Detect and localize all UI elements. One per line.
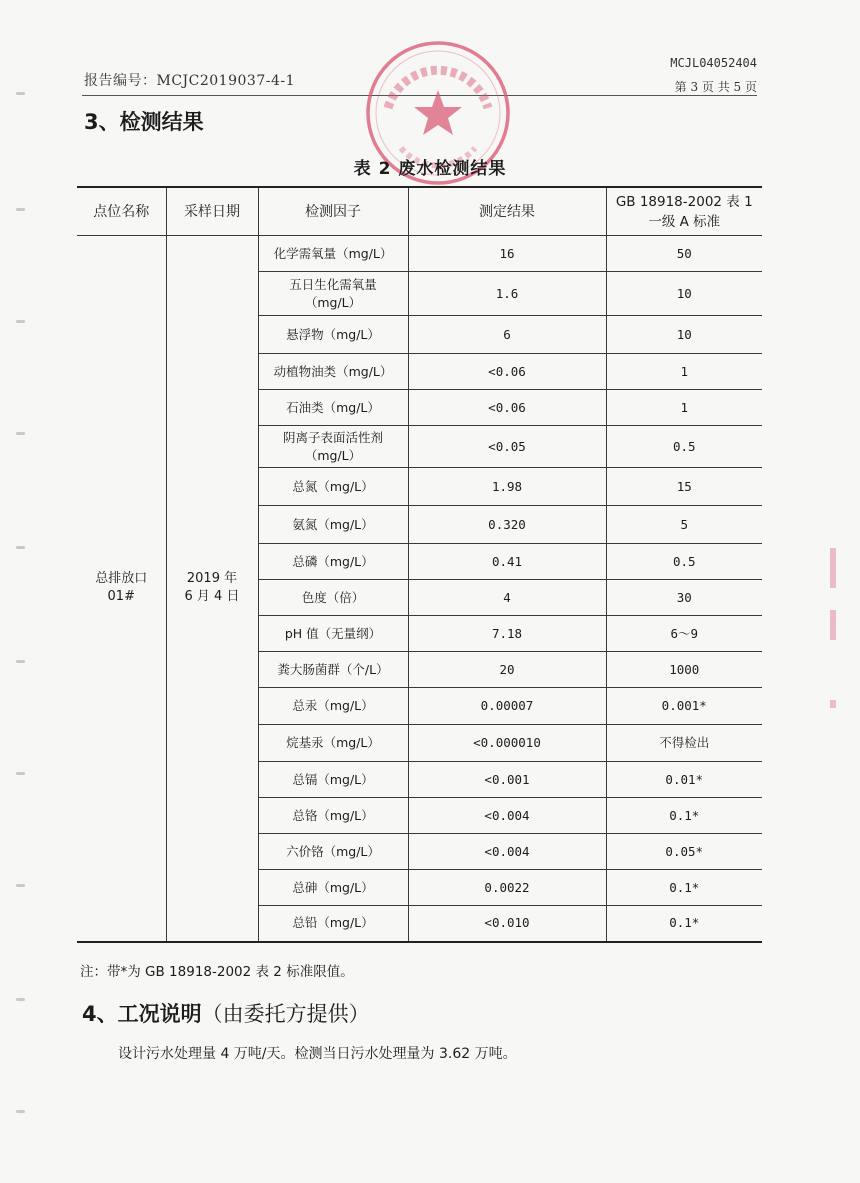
factor-unit: （mg/L）	[304, 447, 362, 463]
factor-cell: 烷基汞（mg/L）	[258, 725, 408, 762]
date-cell	[166, 236, 258, 942]
header-standard-line1: GB 18918-2002 表 1	[615, 193, 753, 210]
results-table	[77, 186, 762, 943]
factor-cell: 悬浮物（mg/L）	[258, 316, 408, 354]
factor-cell: 动植物油类（mg/L）	[258, 354, 408, 390]
header-factor: 检测因子	[258, 187, 408, 236]
factor-line: 五日生化需氧量	[289, 276, 377, 292]
factor-cell: 粪大肠菌群（个/L）	[258, 652, 408, 688]
result-cell: 0.00007	[408, 688, 606, 725]
table-header-row	[77, 187, 762, 236]
operating-conditions-text: 设计污水处理量 4 万吨/天。检测当日污水处理量为 3.62 万吨。	[118, 1046, 517, 1062]
date-year: 2019 年	[186, 571, 238, 587]
result-cell: 1.6	[408, 272, 606, 316]
standard-cell: 15	[606, 468, 762, 506]
result-cell: 6	[408, 316, 606, 354]
header-result: 测定结果	[408, 187, 606, 236]
section-title	[82, 998, 370, 1028]
factor-cell: 化学需氧量（mg/L）	[258, 236, 408, 272]
location-name: 总排放口	[95, 571, 148, 587]
margin-mark	[16, 432, 25, 435]
result-cell: <0.000010	[408, 725, 606, 762]
result-cell: 4	[408, 580, 606, 616]
standard-cell: 0.001*	[606, 688, 762, 725]
result-cell: 20	[408, 652, 606, 688]
standard-cell: 30	[606, 580, 762, 616]
factor-cell: 总铬（mg/L）	[258, 798, 408, 834]
factor-cell: pH 值（无量纲）	[258, 616, 408, 652]
date-day: 6 月 4 日	[184, 589, 240, 605]
form-code: MCJL04052404	[670, 56, 757, 70]
result-cell: <0.010	[408, 906, 606, 942]
factor-line: 阴离子表面活性剂	[282, 429, 383, 445]
result-cell: 0.320	[408, 506, 606, 544]
table-row	[77, 236, 762, 272]
page-info: 第 3 页 共 5 页	[674, 80, 757, 94]
margin-mark	[16, 660, 25, 663]
result-cell: <0.06	[408, 390, 606, 426]
result-cell: <0.001	[408, 762, 606, 798]
factor-cell: 总磷（mg/L）	[258, 544, 408, 580]
factor-cell: 氨氮（mg/L）	[258, 506, 408, 544]
result-cell: <0.05	[408, 426, 606, 468]
standard-cell: 10	[606, 316, 762, 354]
factor-cell	[258, 272, 408, 316]
standard-cell: 0.1*	[606, 870, 762, 906]
seal-edge-mark	[830, 610, 836, 640]
result-cell: 0.41	[408, 544, 606, 580]
result-cell: 7.18	[408, 616, 606, 652]
margin-mark	[16, 998, 25, 1001]
standard-cell: 6～9	[606, 616, 762, 652]
report-number: 报告编号：MCJC2019037-4-1	[84, 73, 295, 89]
result-cell: 0.0022	[408, 870, 606, 906]
result-cell: 16	[408, 236, 606, 272]
factor-cell: 石油类（mg/L）	[258, 390, 408, 426]
section-title: 3、检测结果	[84, 110, 204, 134]
section4-subtitle: （由委托方提供）	[201, 1002, 370, 1026]
standard-cell: 0.01*	[606, 762, 762, 798]
factor-cell: 总汞（mg/L）	[258, 688, 408, 725]
section4-title: 4、工况说明	[82, 1002, 202, 1026]
header-standard	[606, 187, 762, 236]
standard-cell: 50	[606, 236, 762, 272]
result-cell: <0.004	[408, 798, 606, 834]
factor-cell: 色度（倍）	[258, 580, 408, 616]
factor-cell: 总氮（mg/L）	[258, 468, 408, 506]
factor-cell: 总砷（mg/L）	[258, 870, 408, 906]
margin-mark	[16, 772, 25, 775]
seal-edge-mark	[830, 700, 836, 708]
standard-cell: 1000	[606, 652, 762, 688]
standard-cell: 0.1*	[606, 906, 762, 942]
header-date: 采样日期	[166, 187, 258, 236]
standard-cell: 0.5	[606, 544, 762, 580]
table-note: 注：带*为 GB 18918-2002 表 2 标准限值。	[80, 964, 354, 980]
seal-edge-mark	[830, 548, 836, 588]
standard-cell: 1	[606, 390, 762, 426]
result-cell: <0.06	[408, 354, 606, 390]
standard-cell: 5	[606, 506, 762, 544]
standard-cell: 不得检出	[606, 725, 762, 762]
standard-cell: 10	[606, 272, 762, 316]
header-location: 点位名称	[77, 187, 166, 236]
standard-cell: 1	[606, 354, 762, 390]
header-standard-line2: 一级 A 标准	[648, 213, 721, 230]
margin-mark	[16, 546, 25, 549]
factor-cell: 总铅（mg/L）	[258, 906, 408, 942]
margin-mark	[16, 884, 25, 887]
location-code: 01#	[107, 589, 135, 605]
table-title: 表 2 废水检测结果	[353, 159, 507, 179]
margin-mark	[16, 208, 25, 211]
margin-mark	[16, 1110, 25, 1113]
standard-cell: 0.5	[606, 426, 762, 468]
factor-unit: （mg/L）	[304, 294, 362, 310]
location-cell	[77, 236, 166, 942]
standard-cell: 0.1*	[606, 798, 762, 834]
margin-mark	[16, 92, 25, 95]
factor-cell: 六价铬（mg/L）	[258, 834, 408, 870]
factor-cell: 总镉（mg/L）	[258, 762, 408, 798]
result-cell: <0.004	[408, 834, 606, 870]
margin-mark	[16, 320, 25, 323]
standard-cell: 0.05*	[606, 834, 762, 870]
factor-cell	[258, 426, 408, 468]
result-cell: 1.98	[408, 468, 606, 506]
